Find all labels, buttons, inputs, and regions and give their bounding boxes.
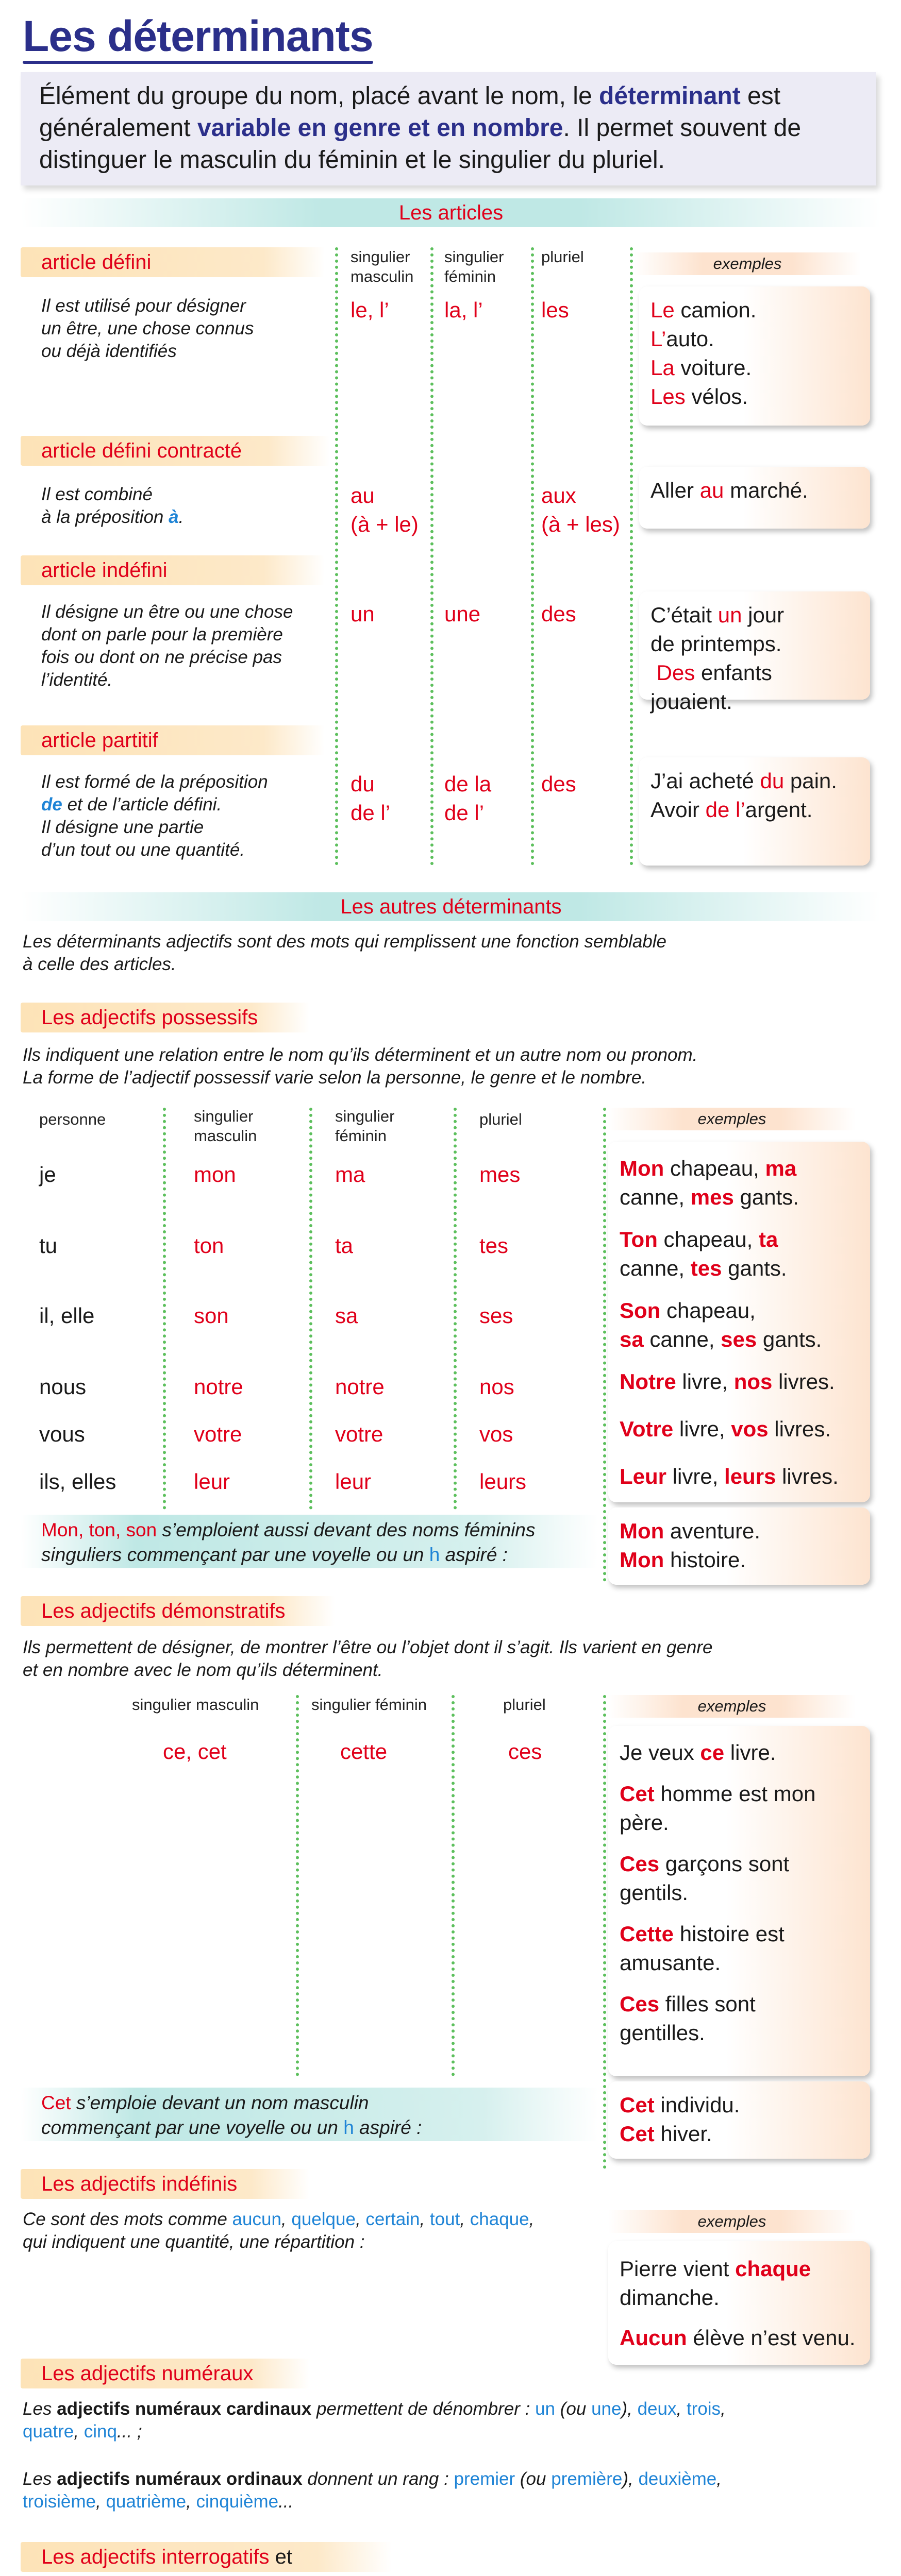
- row-person: je: [39, 1162, 56, 1187]
- intro-box: [21, 72, 876, 185]
- header-singular-masculine: singulier masculin: [351, 248, 414, 285]
- cell-partitif-sf: de la de l’: [444, 772, 492, 825]
- cell-demonstratif-sf: cette: [340, 1739, 388, 1764]
- cell-possessif: notre: [194, 1375, 243, 1399]
- examples-note-demonstratifs: Cet individu. Cet hiver.: [608, 2081, 870, 2159]
- column-divider: [630, 247, 633, 866]
- column-divider: [296, 1695, 299, 2076]
- header-plural: pluriel: [503, 1696, 546, 1714]
- cell-possessif: ma: [335, 1162, 365, 1187]
- numeraux-ordinaux: Les adjectifs numéraux ordinaux donnent un rang : premier (ou première), deuxième, troisième, quatrième, cinquième...: [23, 2469, 722, 2512]
- examples-demonstratifs: Je veux ce livre. Cet homme est mon père. Ces garçons sont gentils. Cette histoire est amusante. Ces filles sont gentilles.: [608, 1726, 870, 2076]
- header-examples: exemples: [608, 1108, 856, 1130]
- cell-indefini-sf: une: [444, 602, 481, 626]
- tag-interrogatifs: Les adjectifs interrogatifs et: [21, 2542, 392, 2572]
- cell-possessif: tes: [479, 1233, 509, 1258]
- indefinis-description: Ce sont des mots comme aucun, quelque, certain, tout, chaque, qui indiquent une quantité, une répartition :: [23, 2209, 535, 2252]
- row-person: ils, elles: [39, 1469, 116, 1494]
- cell-demonstratif-pl: ces: [508, 1739, 542, 1764]
- cell-possessif: votre: [194, 1422, 242, 1446]
- numeraux-cardinaux: Les adjectifs numéraux cardinaux permettent de dénombrer : un (ou une), deux, trois, quatre, cinq... ;: [23, 2399, 726, 2442]
- cell-possessif: son: [194, 1303, 229, 1328]
- header-singular-masculine: singulier masculin: [194, 1107, 257, 1145]
- tag-article-partitif: article partitif: [21, 725, 325, 755]
- title-underline: [23, 61, 373, 64]
- tag-article-contracte: article défini contracté: [21, 436, 330, 466]
- header-plural: pluriel: [479, 1110, 522, 1128]
- article-partitif-description: Il est formé de la préposition de et de l’article défini. Il désigne une partie d’un tout ou une quantité.: [41, 772, 268, 860]
- column-divider: [531, 247, 534, 866]
- tag-article-indefini: article indéfini: [21, 555, 325, 585]
- intro-text: distinguer le masculin du féminin et le singulier du pluriel.: [39, 146, 665, 174]
- cell-possessif: ses: [479, 1303, 513, 1328]
- cell-partitif-sm: du de l’: [351, 772, 391, 825]
- row-person: tu: [39, 1233, 58, 1258]
- cell-contracte-sm: au (à + le): [351, 483, 419, 536]
- header-plural: pluriel: [541, 248, 584, 266]
- tag-article-defini: article défini: [21, 247, 325, 277]
- cell-indefini-sm: un: [351, 602, 375, 626]
- cell-possessif: mes: [479, 1162, 521, 1187]
- examples-contracte: Aller au marché.: [639, 467, 870, 529]
- examples-indefini: C’était un jour de printemps. Des enfants jouaient.: [639, 591, 870, 700]
- tag-numeraux: Les adjectifs numéraux: [21, 2359, 309, 2388]
- cell-possessif: notre: [335, 1375, 385, 1399]
- cell-defini-pl: les: [541, 298, 569, 322]
- column-divider: [430, 247, 433, 866]
- cell-defini-sm: le, l’: [351, 298, 389, 322]
- intro-keyword: variable en genre et en nombre: [197, 114, 563, 142]
- row-person: vous: [39, 1422, 85, 1446]
- cell-possessif: ta: [335, 1233, 354, 1258]
- note-possessifs: Mon, ton, son s’emploient aussi devant des noms féminins singuliers commençant par une voyelle ou un h aspiré :: [21, 1515, 598, 1568]
- header-examples: exemples: [608, 2210, 856, 2233]
- examples-defini: Le camion. L’auto. La voiture. Les vélos.: [639, 286, 870, 426]
- note-demonstratifs: Cet s’emploie devant un nom masculin commençant par une voyelle ou un h aspiré :: [21, 2088, 598, 2141]
- cell-possessif: vos: [479, 1422, 513, 1446]
- cell-indefini-pl: des: [541, 602, 576, 626]
- tag-demonstratifs: Les adjectifs démonstratifs: [21, 1596, 335, 1626]
- cell-contracte-pl: aux (à + les): [541, 483, 620, 536]
- cell-possessif: ton: [194, 1233, 224, 1258]
- tag-possessifs: Les adjectifs possessifs: [21, 1003, 309, 1032]
- intro-text: généralement: [39, 114, 197, 142]
- demonstratifs-description: Ils permettent de désigner, de montrer l’être ou l’objet dont il s’agit. Ils varient en genre et en nombre avec le nom qu’ils déterminent.: [23, 1637, 713, 1680]
- cell-defini-sf: la, l’: [444, 298, 483, 322]
- intro-text: . Il permet souvent de: [563, 114, 802, 142]
- header-singular-masculine: singulier masculin: [132, 1696, 259, 1714]
- header-person: personne: [39, 1110, 106, 1128]
- cell-possessif: leur: [194, 1469, 230, 1494]
- header-examples: exemples: [608, 1695, 856, 1718]
- header-examples: exemples: [634, 252, 861, 275]
- row-person: nous: [39, 1375, 87, 1399]
- column-divider: [603, 1695, 606, 2169]
- cell-possessif: votre: [335, 1422, 383, 1446]
- article-indefini-description: Il désigne un être ou une chose dont on parle pour la première fois ou dont on ne précise pas l’identité.: [41, 602, 293, 690]
- possessifs-description: Ils indiquent une relation entre le nom qu’ils déterminent et un autre nom ou pronom. La forme de l’adjectif possessif varie selon la personne, le genre et le nombre.: [23, 1045, 698, 1088]
- section-band-autres: Les autres déterminants: [21, 892, 881, 921]
- column-divider: [452, 1695, 455, 2076]
- column-divider: [163, 1108, 166, 1510]
- cell-possessif: leur: [335, 1469, 372, 1494]
- cell-possessif: leurs: [479, 1469, 527, 1494]
- examples-possessifs: Mon chapeau, ma canne, mes gants. Ton chapeau, ta canne, tes gants. Son chapeau, sa canne, ses gants. Notre livre, nos livres. Votre livre, vos livres. Leur livre, leurs livres.: [608, 1142, 870, 1502]
- examples-indefinis: Pierre vient chaque dimanche. Aucun élève n’est venu.: [608, 2241, 870, 2365]
- cell-possessif: mon: [194, 1162, 236, 1187]
- cell-partitif-pl: des: [541, 772, 576, 796]
- intro-text: Élément du groupe du nom, placé avant le nom, le: [39, 82, 599, 110]
- column-divider: [335, 247, 338, 866]
- examples-partitif: J’ai acheté du pain. Avoir de l’argent.: [639, 757, 870, 866]
- article-defini-description: Il est utilisé pour désigner un être, une chose connus ou déjà identifiés: [41, 296, 254, 361]
- autres-intro: Les déterminants adjectifs sont des mots qui remplissent une fonction semblable à celle des articles.: [23, 931, 666, 974]
- column-divider: [309, 1108, 312, 1510]
- row-person: il, elle: [39, 1303, 95, 1328]
- cell-possessif: sa: [335, 1303, 358, 1328]
- column-divider: [603, 1108, 606, 1582]
- examples-note-possessifs: Mon aventure. Mon histoire.: [608, 1507, 870, 1585]
- tag-indefinis: Les adjectifs indéfinis: [21, 2169, 309, 2199]
- cell-demonstratif-sm: ce, cet: [163, 1739, 227, 1764]
- header-singular-feminine: singulier féminin: [444, 248, 504, 285]
- column-divider: [454, 1108, 457, 1510]
- header-singular-feminine: singulier féminin: [335, 1107, 395, 1145]
- intro-text: est: [740, 82, 781, 110]
- page-title: Les déterminants: [23, 12, 373, 60]
- article-contracte-description: Il est combiné à la préposition à.: [41, 484, 184, 527]
- section-band-articles: Les articles: [21, 198, 881, 227]
- cell-possessif: nos: [479, 1375, 514, 1399]
- intro-keyword: déterminant: [599, 82, 741, 110]
- header-singular-feminine: singulier féminin: [311, 1696, 427, 1714]
